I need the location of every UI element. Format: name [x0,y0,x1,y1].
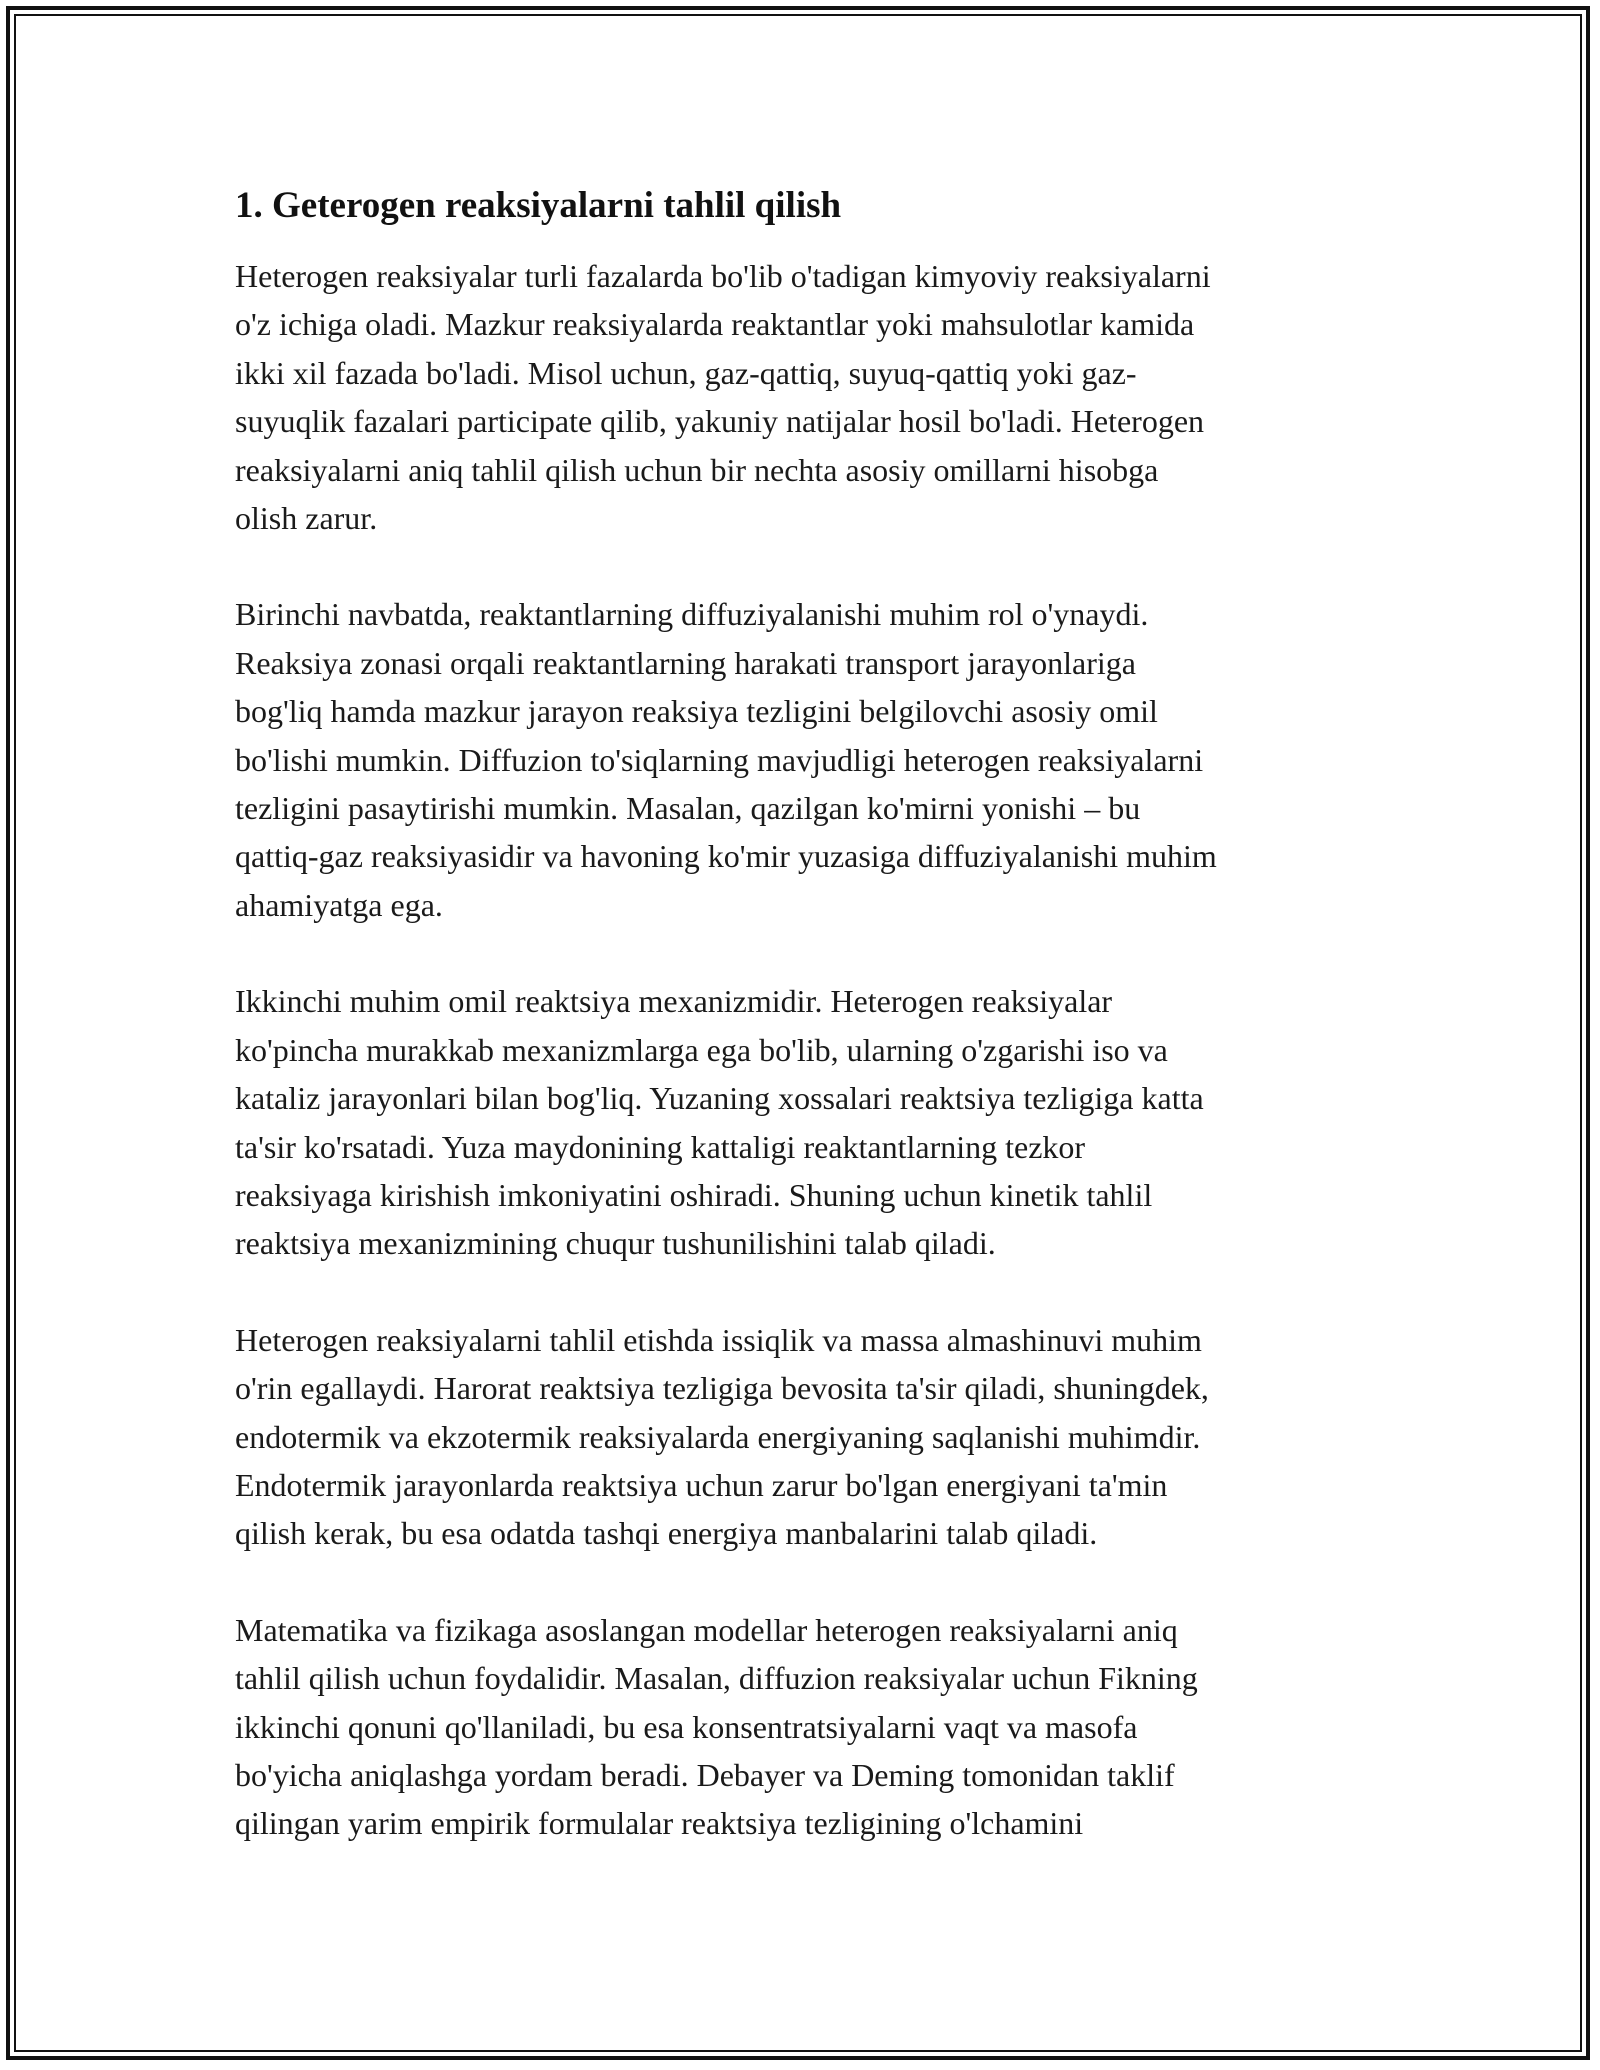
paragraph-1 [235,252,1370,542]
paragraph-line: o'rin egallaydi. Harorat reaktsiya tezligiga bevosita ta'sir qiladi, shuningdek, [235,1370,1209,1407]
paragraph-line: ikki xil fazada bo'ladi. Misol uchun, gaz-qattiq, suyuq-qattiq yoki gaz- [235,354,1137,391]
paragraph-line: ikkinchi qonuni qo'llaniladi, bu esa konsentratsiyalarni vaqt va masofa [235,1708,1138,1745]
paragraph-line: bo'yicha aniqlashga yordam beradi. Debayer va Deming tomonidan taklif [235,1756,1175,1793]
paragraph-line: o'z ichiga oladi. Mazkur reaksiyalarda reaktantlar yoki mahsulotlar kamida [235,306,1195,343]
paragraph-line: tezligini pasaytirishi mumkin. Masalan, qazilgan ko'mirni yonishi – bu [235,790,1141,827]
paragraph-5 [235,1606,1370,1848]
paragraph-3 [235,977,1370,1267]
paragraph-2 [235,590,1370,929]
paragraph-line: endotermik va ekzotermik reaksiyalarda energiyaning saqlanishi muhimdir. [235,1418,1201,1455]
paragraph-line: qilish kerak, bu esa odatda tashqi energiya manbalarini talab qiladi. [235,1515,1098,1552]
paragraph-line: suyuqlik fazalari participate qilib, yakuniy natijalar hosil bo'ladi. Heterogen [235,403,1205,440]
paragraph-line: Reaksiya zonasi orqali reaktantlarning harakati transport jarayonlariga [235,644,1136,681]
paragraph-line: bo'lishi mumkin. Diffuzion to'siqlarning mavjudligi heterogen reaksiyalarni [235,741,1204,778]
paragraph-line: reaksiyaga kirishish imkoniyatini oshiradi. Shuning uchun kinetik tahlil [235,1176,1153,1213]
paragraph-line: Ikkinchi muhim omil reaktsiya mexanizmidir. Heterogen reaksiyalar [235,983,1113,1020]
paragraph-line: reaktsiya mexanizmining chuqur tushunilishini talab qiladi. [235,1225,996,1262]
paragraph-line: reaksiyalarni aniq tahlil qilish uchun bir nechta asosiy omillarni hisobga [235,451,1159,488]
paragraph-line: Birinchi navbatda, reaktantlarning diffuziyalanishi muhim rol o'ynaydi. [235,596,1149,633]
document-body [235,182,1370,1896]
paragraph-line: bog'liq hamda mazkur jarayon reaksiya tezligini belgilovchi asosiy omil [235,693,1158,730]
paragraph-line: qilingan yarim empirik formulalar reaktsiya tezligining o'lchamini [235,1805,1084,1842]
paragraph-line: olish zarur. [235,500,378,537]
paragraph-line: ahamiyatga ega. [235,886,443,923]
section-heading: 1. Geterogen reaksiyalarni tahlil qilish [235,185,842,226]
paragraph-line: Endotermik jarayonlarda reaktsiya uchun zarur bo'lgan energiyani ta'min [235,1466,1168,1503]
paragraph-line: Matematika va fizikaga asoslangan modellar heterogen reaksiyalarni aniq [235,1611,1178,1648]
paragraph-line: ta'sir ko'rsatadi. Yuza maydonining kattaligi reaktantlarning tezkor [235,1128,1086,1165]
paragraph-line: Heterogen reaksiyalar turli fazalarda bo'lib o'tadigan kimyoviy reaksiyalarni [235,258,1211,294]
paragraph-line: qattiq-gaz reaksiyasidir va havoning ko'mir yuzasiga diffuziyalanishi muhim [235,838,1217,875]
paragraph-line: kataliz jarayonlari bilan bog'liq. Yuzaning xossalari reaktsiya tezligiga katta [235,1080,1204,1117]
paragraph-line: ko'pincha murakkab mexanizmlarga ega bo'lib, ularning o'zgarishi iso va [235,1031,1168,1068]
paragraph-4 [235,1316,1370,1558]
paragraph-line: tahlil qilish uchun foydalidir. Masalan, diffuzion reaksiyalar uchun Fikning [235,1660,1198,1697]
paragraph-line: Heterogen reaksiyalarni tahlil etishda issiqlik va massa almashinuvi muhim [235,1321,1202,1358]
